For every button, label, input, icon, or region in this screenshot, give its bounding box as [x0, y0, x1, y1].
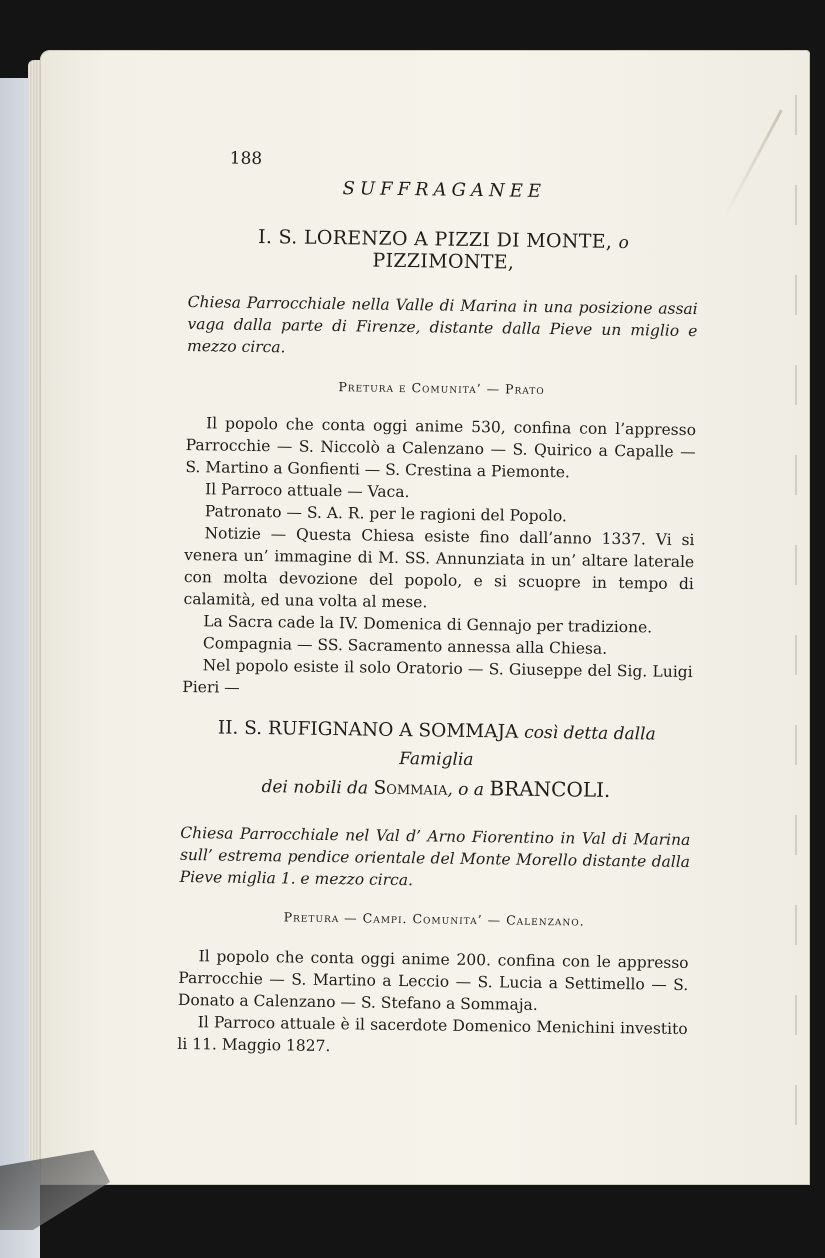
paragraph: Il Parroco attuale è il sacerdote Domenico Menichini investito li 11. Maggio 1827. [177, 1013, 688, 1056]
paragraph: Compagnia — SS. Sacramento annessa alla Chiesa. [202, 634, 608, 658]
paragraph: La Sacra cade la IV. Domenica di Gennajo per tradizione. [203, 612, 653, 637]
running-head: SUFFRAGANEE [342, 178, 547, 202]
section-2-title-d: Sommaia [373, 777, 448, 800]
section-2-title-f: BRANCOLI. [489, 776, 611, 802]
section-1-description: Chiesa Parrocchiale nella Valle di Marina in una posizione assai vaga dalla parte di Firenze, distante dalla Pieve un miglio e mezzo circa. [186, 292, 698, 357]
section-1-title-alt: PIZZIMONTE, [372, 249, 515, 274]
section-1-subheading: Pretura e Comunita’ — Prato [338, 379, 545, 397]
section-1-body [182, 412, 696, 705]
section-1-title-main: I. S. LORENZO A PIZZI DI MONTE, [257, 225, 619, 253]
section-2-title [181, 714, 692, 807]
paragraph: Il popolo che conta oggi anime 530, confina con l’appresso Parrocchie — S. Niccolò a Calenzano — S. Quirico a Capalle — S. Martino a Gonfienti — S. Crestina a Piemonte. [185, 414, 697, 482]
section-2-title-c: dei nobili da [261, 777, 374, 799]
section-1-title [188, 225, 699, 276]
section-2-title-e: , o a [447, 779, 490, 801]
paragraph: Nel popolo esiste il solo Oratorio — S. Giuseppe del Sig. Luigi Pieri — [182, 656, 693, 697]
paragraph: Il popolo che conta oggi anime 200. confina con le appresso Parrocchie — S. Martino a Leccio — S. Lucia a Settimello — S. Donato a Calenzano — S. Stefano a Sommaja. [177, 947, 689, 1014]
section-1-title-connector: o [618, 232, 630, 254]
paragraph: Patronato — S. A. R. per le ragioni del Popolo. [204, 502, 568, 526]
section-2-description: Chiesa Parrocchiale nel Val d’ Arno Fiorentino in Val di Marina sull’ estrema pendice orientale del Monte Morello distante dalla Pieve miglia 1. e mezzo circa. [179, 823, 691, 890]
section-2-title-a: II. S. RUFIGNANO A SOMMAJA [217, 717, 525, 743]
section-2-body [177, 945, 688, 1062]
page-number: 188 [229, 148, 263, 170]
paragraph: Il Parroco attuale — Vaca. [204, 480, 410, 502]
section-2-title-b: così detta dalla Famiglia [399, 722, 656, 771]
paragraph: Notizie — Questa Chiesa esiste fino dall’anno 1337. Vi si venera un’ immagine di M. SS. Annunziata in un’ altare laterale con molta devozione del popolo, e si scuopre in tempo di calamità, ed una volta al mese. [183, 524, 695, 612]
page-fold [724, 109, 783, 216]
right-margin-marks [795, 95, 797, 1145]
section-2-subheading: Pretura — Campi. Comunita’ — Calenzano. [283, 909, 585, 929]
page-text [177, 140, 700, 1062]
